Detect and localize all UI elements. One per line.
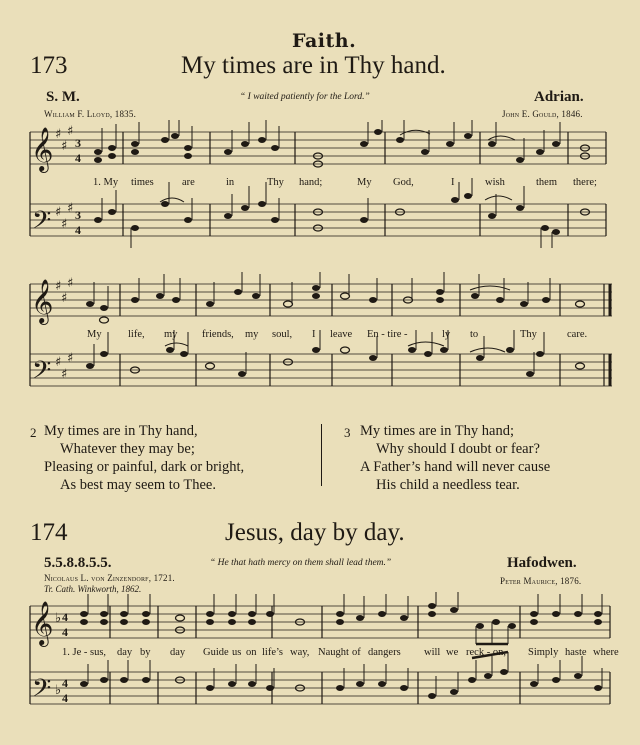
lyric-word: life, [128, 329, 145, 340]
hymn-173-number: 173 [30, 52, 68, 79]
lyric-word: care. [567, 329, 588, 340]
svg-text:𝄞: 𝄞 [31, 279, 54, 323]
lyric-word: to [470, 329, 479, 340]
svg-text:𝄞: 𝄞 [31, 127, 54, 171]
lyric-word: I [451, 177, 455, 188]
lyric-word: My [87, 329, 102, 340]
lyric-word: 1. My [93, 177, 119, 188]
hymn-174-number: 174 [30, 519, 68, 546]
svg-text:𝄢: 𝄢 [32, 674, 52, 709]
verse-line: My times are in Thy hand; [360, 423, 514, 439]
verse-line: Pleasing or painful, dark or bright, [44, 459, 245, 475]
lyric-word: wish [485, 177, 505, 188]
lyric-word: friends, [202, 329, 234, 340]
lyric-word: there; [573, 177, 597, 188]
lyric-word: dangers [368, 647, 401, 658]
lyric-word: where [593, 647, 619, 658]
lyric-word: will [424, 647, 441, 658]
hymn-173-author: William F. Lloyd, 1835. [44, 109, 137, 119]
lyric-word: I [312, 329, 316, 340]
svg-text:♯: ♯ [61, 291, 68, 306]
verse-line: My times are in Thy hand, [44, 423, 198, 439]
svg-text:♯: ♯ [55, 279, 62, 294]
svg-text:♯: ♯ [67, 201, 74, 216]
svg-text:4: 4 [75, 223, 81, 237]
lyric-word: in [226, 177, 235, 188]
hymn-174-composer: Peter Maurice, 1876. [500, 576, 582, 586]
svg-text:♯: ♯ [61, 367, 68, 382]
svg-text:♯: ♯ [61, 217, 68, 232]
svg-text:♭: ♭ [55, 683, 62, 698]
lyric-word: Guide [203, 647, 229, 658]
lyric-word: En - tire - [367, 329, 408, 340]
lyric-word: soul, [272, 329, 293, 340]
svg-text:𝄞: 𝄞 [31, 601, 54, 645]
hymn-174-system-1 [0, 592, 640, 742]
lyric-word: hand; [299, 177, 323, 188]
svg-text:♭: ♭ [55, 611, 62, 626]
verse-line: Why should I doubt or fear? [376, 441, 540, 457]
hymn-173-meter: S. M. [46, 89, 80, 105]
svg-text:4: 4 [62, 610, 68, 624]
svg-text:4: 4 [62, 625, 68, 639]
verse-2-number: 2 [30, 425, 37, 440]
svg-text:4: 4 [75, 151, 81, 165]
svg-text:♯: ♯ [55, 127, 62, 142]
hymn-174-tune: Hafodwen. [507, 555, 577, 571]
svg-text:4: 4 [62, 676, 68, 690]
hymn-173-title: My times are in Thy hand. [181, 52, 446, 79]
hymn-174-title: Jesus, day by day. [225, 519, 405, 546]
verse-3 [360, 422, 550, 494]
svg-text:♯: ♯ [55, 205, 62, 220]
lyric-word: we [446, 647, 459, 658]
lyric-word: us [232, 647, 242, 658]
lyric-word: day [170, 647, 186, 658]
lyric-word: Naught [318, 647, 349, 658]
lyric-word: are [182, 177, 195, 188]
lyric-word: day [117, 647, 133, 658]
lyric-word: Thy [267, 177, 284, 188]
verse-divider [321, 424, 322, 486]
verse-3-number: 3 [344, 425, 351, 440]
lyric-word: my [164, 329, 178, 340]
svg-text:𝄢: 𝄢 [32, 206, 52, 241]
lyric-word: them [536, 177, 557, 188]
svg-text:4: 4 [62, 691, 68, 705]
lyric-word: of [352, 647, 361, 658]
svg-text:♯: ♯ [67, 276, 74, 291]
svg-text:♯: ♯ [55, 355, 62, 370]
lyric-word: way, [290, 647, 310, 658]
lyric-word: leave [330, 329, 353, 340]
hymn-173-epigraph: “ I waited patiently for the Lord.” [240, 92, 370, 102]
lyric-word: reck - on, [466, 647, 506, 658]
lyric-word: my [245, 329, 259, 340]
lyric-word: My [357, 177, 372, 188]
lyric-word: 1. Je - sus, [62, 647, 107, 658]
lyric-word: God, [393, 177, 414, 188]
svg-text:♯: ♯ [67, 124, 74, 139]
hymn-173-system-1 [0, 120, 640, 260]
svg-text:♯: ♯ [67, 351, 74, 366]
hymn-174-translator: Tr. Cath. Winkworth, 1862. [44, 584, 142, 594]
verse-line: A Father’s hand will never cause [360, 459, 551, 475]
svg-text:3: 3 [75, 208, 81, 222]
verse-line: Whatever they may be; [60, 441, 195, 457]
verse-line: As best may seem to Thee. [60, 477, 216, 493]
lyric-word: by [140, 647, 151, 658]
lyric-word: Thy [520, 329, 537, 340]
lyric-word: life’s [262, 647, 283, 658]
lyric-word: times [131, 177, 154, 188]
lyric-word: on [246, 647, 257, 658]
svg-text:♯: ♯ [61, 139, 68, 154]
hymn-174-author: Nicolaus L. von Zinzendorf, 1721. [44, 573, 175, 583]
lyric-word: haste [565, 647, 587, 658]
svg-text:𝄢: 𝄢 [32, 356, 52, 391]
lyric-word: ly [442, 329, 451, 340]
verse-line: His child a needless tear. [376, 477, 520, 493]
lyric-word: Simply [528, 647, 559, 658]
hymn-173-tune: Adrian. [534, 89, 584, 105]
svg-text:3: 3 [75, 136, 81, 150]
section-title: Faith. [292, 30, 357, 52]
hymn-173-composer: John E. Gould, 1846. [502, 109, 583, 119]
hymn-174-meter: 5.5.8.8.5.5. [44, 555, 112, 571]
hymn-174-epigraph: “ He that hath mercy on them shall lead them.” [210, 558, 392, 568]
verse-2 [44, 422, 244, 494]
